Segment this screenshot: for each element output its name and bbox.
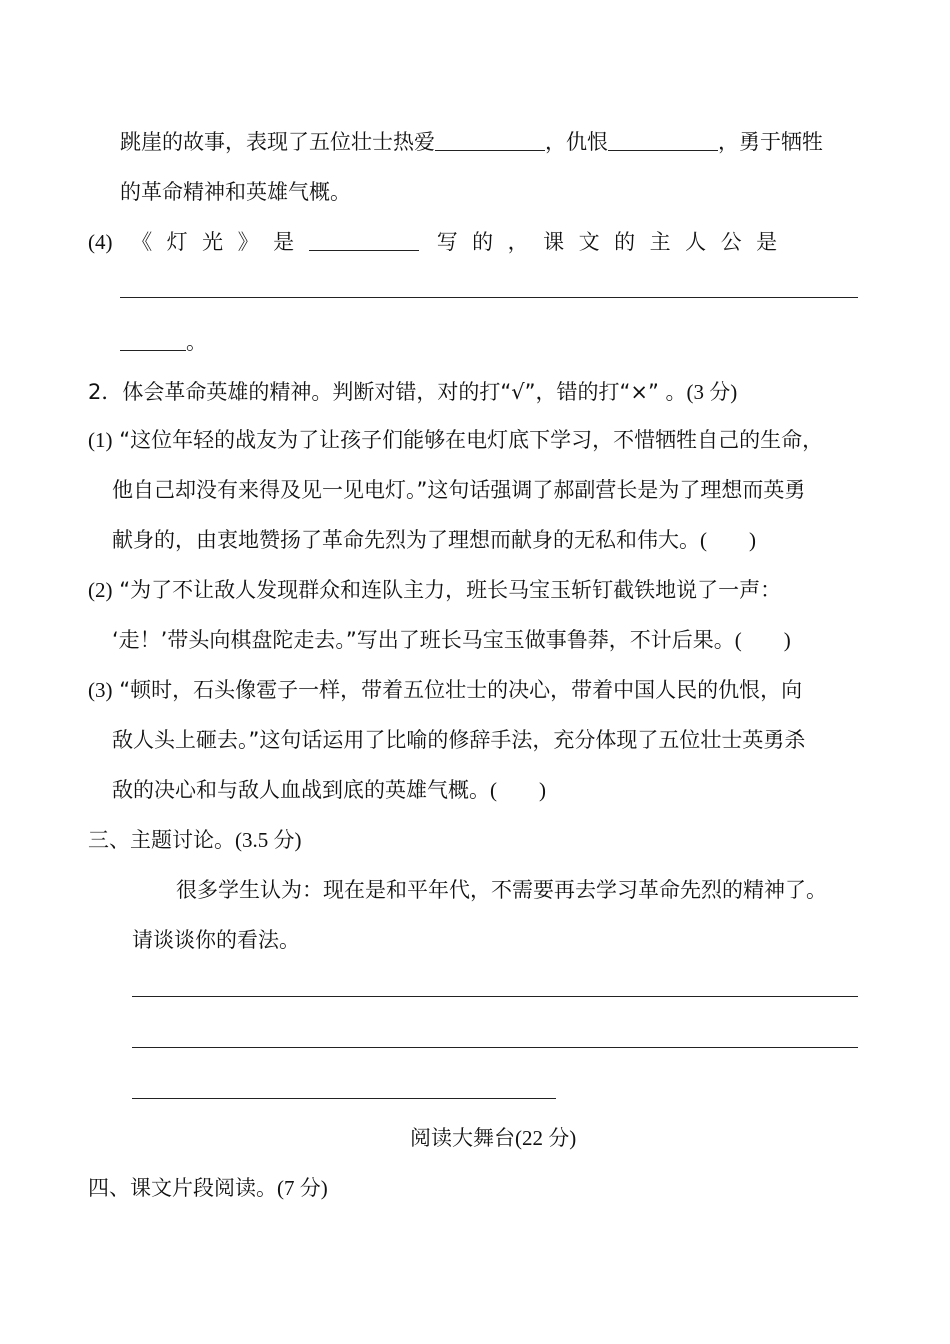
q2-2-text-1: “为了不让敌人发现群众和连队主力，班长马宝玉斩钉截铁地说了一声：	[119, 578, 782, 602]
q2-score: (3 分)	[686, 380, 738, 404]
q4-score: (7 分)	[277, 1176, 328, 1200]
q1-3-line2: 的革命精神和英雄气概。	[120, 180, 351, 204]
answer-blank-protagonist-end[interactable]	[120, 330, 186, 351]
q2-title	[88, 378, 737, 406]
q3-title-text: 三、主题讨论。	[88, 828, 235, 852]
q3-answer-line-2[interactable]	[132, 1047, 858, 1048]
q2-3-text-3: 敌的决心和与敌人血战到底的英雄气概。	[112, 778, 490, 802]
q3-answer-line-3[interactable]	[132, 1098, 556, 1099]
answer-line-protagonist[interactable]	[120, 297, 858, 298]
q1-4-text-a: 《灯光》是	[131, 230, 309, 254]
q2-1-answer-paren[interactable]: ( )	[700, 528, 756, 552]
q3-title	[88, 826, 302, 854]
reading-header-score: (22 分)	[515, 1126, 577, 1150]
q2-2-text-2: ‘走！’带头向棋盘陀走去。”写出了班长马宝玉做事鲁莽，不计后果。	[112, 628, 735, 652]
q1-3-line1	[120, 128, 823, 156]
q1-3-text-c: ，勇于牺牲	[718, 130, 823, 154]
q1-4-line1	[88, 228, 792, 256]
q2-1-line3	[112, 526, 756, 554]
q3-prompt-line1: 很多学生认为：现在是和平年代，不需要再去学习革命先烈的精神了。	[176, 878, 827, 902]
answer-blank-author[interactable]	[309, 230, 419, 251]
q4-title	[88, 1174, 328, 1202]
q2-3-text-1: “顿时，石头像雹子一样，带着五位壮士的决心，带着中国人民的仇恨，向	[119, 678, 803, 702]
q1-3-text-b: ，仇恨	[545, 130, 608, 154]
q4-title-text: 四、课文片段阅读。	[88, 1176, 277, 1200]
q3-score: (3.5 分)	[235, 828, 302, 852]
q2-3-line2: 敌人头上砸去。”这句话运用了比喻的修辞手法，充分体现了五位壮士英勇杀	[112, 728, 806, 752]
q2-3-answer-paren[interactable]: ( )	[490, 778, 546, 802]
answer-blank-love[interactable]	[435, 130, 545, 151]
q2-2-answer-paren[interactable]: ( )	[734, 628, 791, 652]
q2-3-line1	[88, 676, 802, 704]
q2-1-line2: 他自己却没有来得及见一见电灯。”这句话强调了郝副营长是为了理想而英勇	[112, 478, 806, 502]
reading-section-header	[410, 1124, 576, 1152]
q1-4-end: 。	[186, 330, 207, 354]
q2-1-text-1: “这位年轻的战友为了让孩子们能够在电灯底下学习，不惜牺牲自己的生命，	[119, 428, 824, 452]
q2-1-text-3: 献身的，由衷地赞扬了革命先烈为了理想而献身的无私和伟大。	[112, 528, 700, 552]
q2-2-line2	[112, 626, 791, 654]
q2-2-line1	[88, 576, 781, 604]
q3-prompt-line2: 请谈谈你的看法。	[132, 928, 300, 952]
q1-4-text-b: 写的，课文的主人公是	[436, 230, 792, 254]
q3-answer-line-1[interactable]	[132, 996, 858, 997]
answer-blank-hate[interactable]	[608, 130, 718, 151]
q1-3-text-a: 跳崖的故事，表现了五位壮士热爱	[120, 130, 435, 154]
reading-header-text: 阅读大舞台	[410, 1126, 515, 1150]
q2-3-line3	[112, 776, 546, 804]
q1-4-number: (4)	[88, 230, 113, 254]
q1-4-line3	[120, 328, 207, 356]
q2-title-text: 2．体会革命英雄的精神。判断对错，对的打“√”，错的打“×” 。	[88, 380, 687, 404]
q2-1-line1	[88, 426, 823, 454]
q2-3-number: (3)	[88, 678, 113, 702]
q2-2-number: (2)	[88, 578, 113, 602]
q2-1-number: (1)	[88, 428, 113, 452]
